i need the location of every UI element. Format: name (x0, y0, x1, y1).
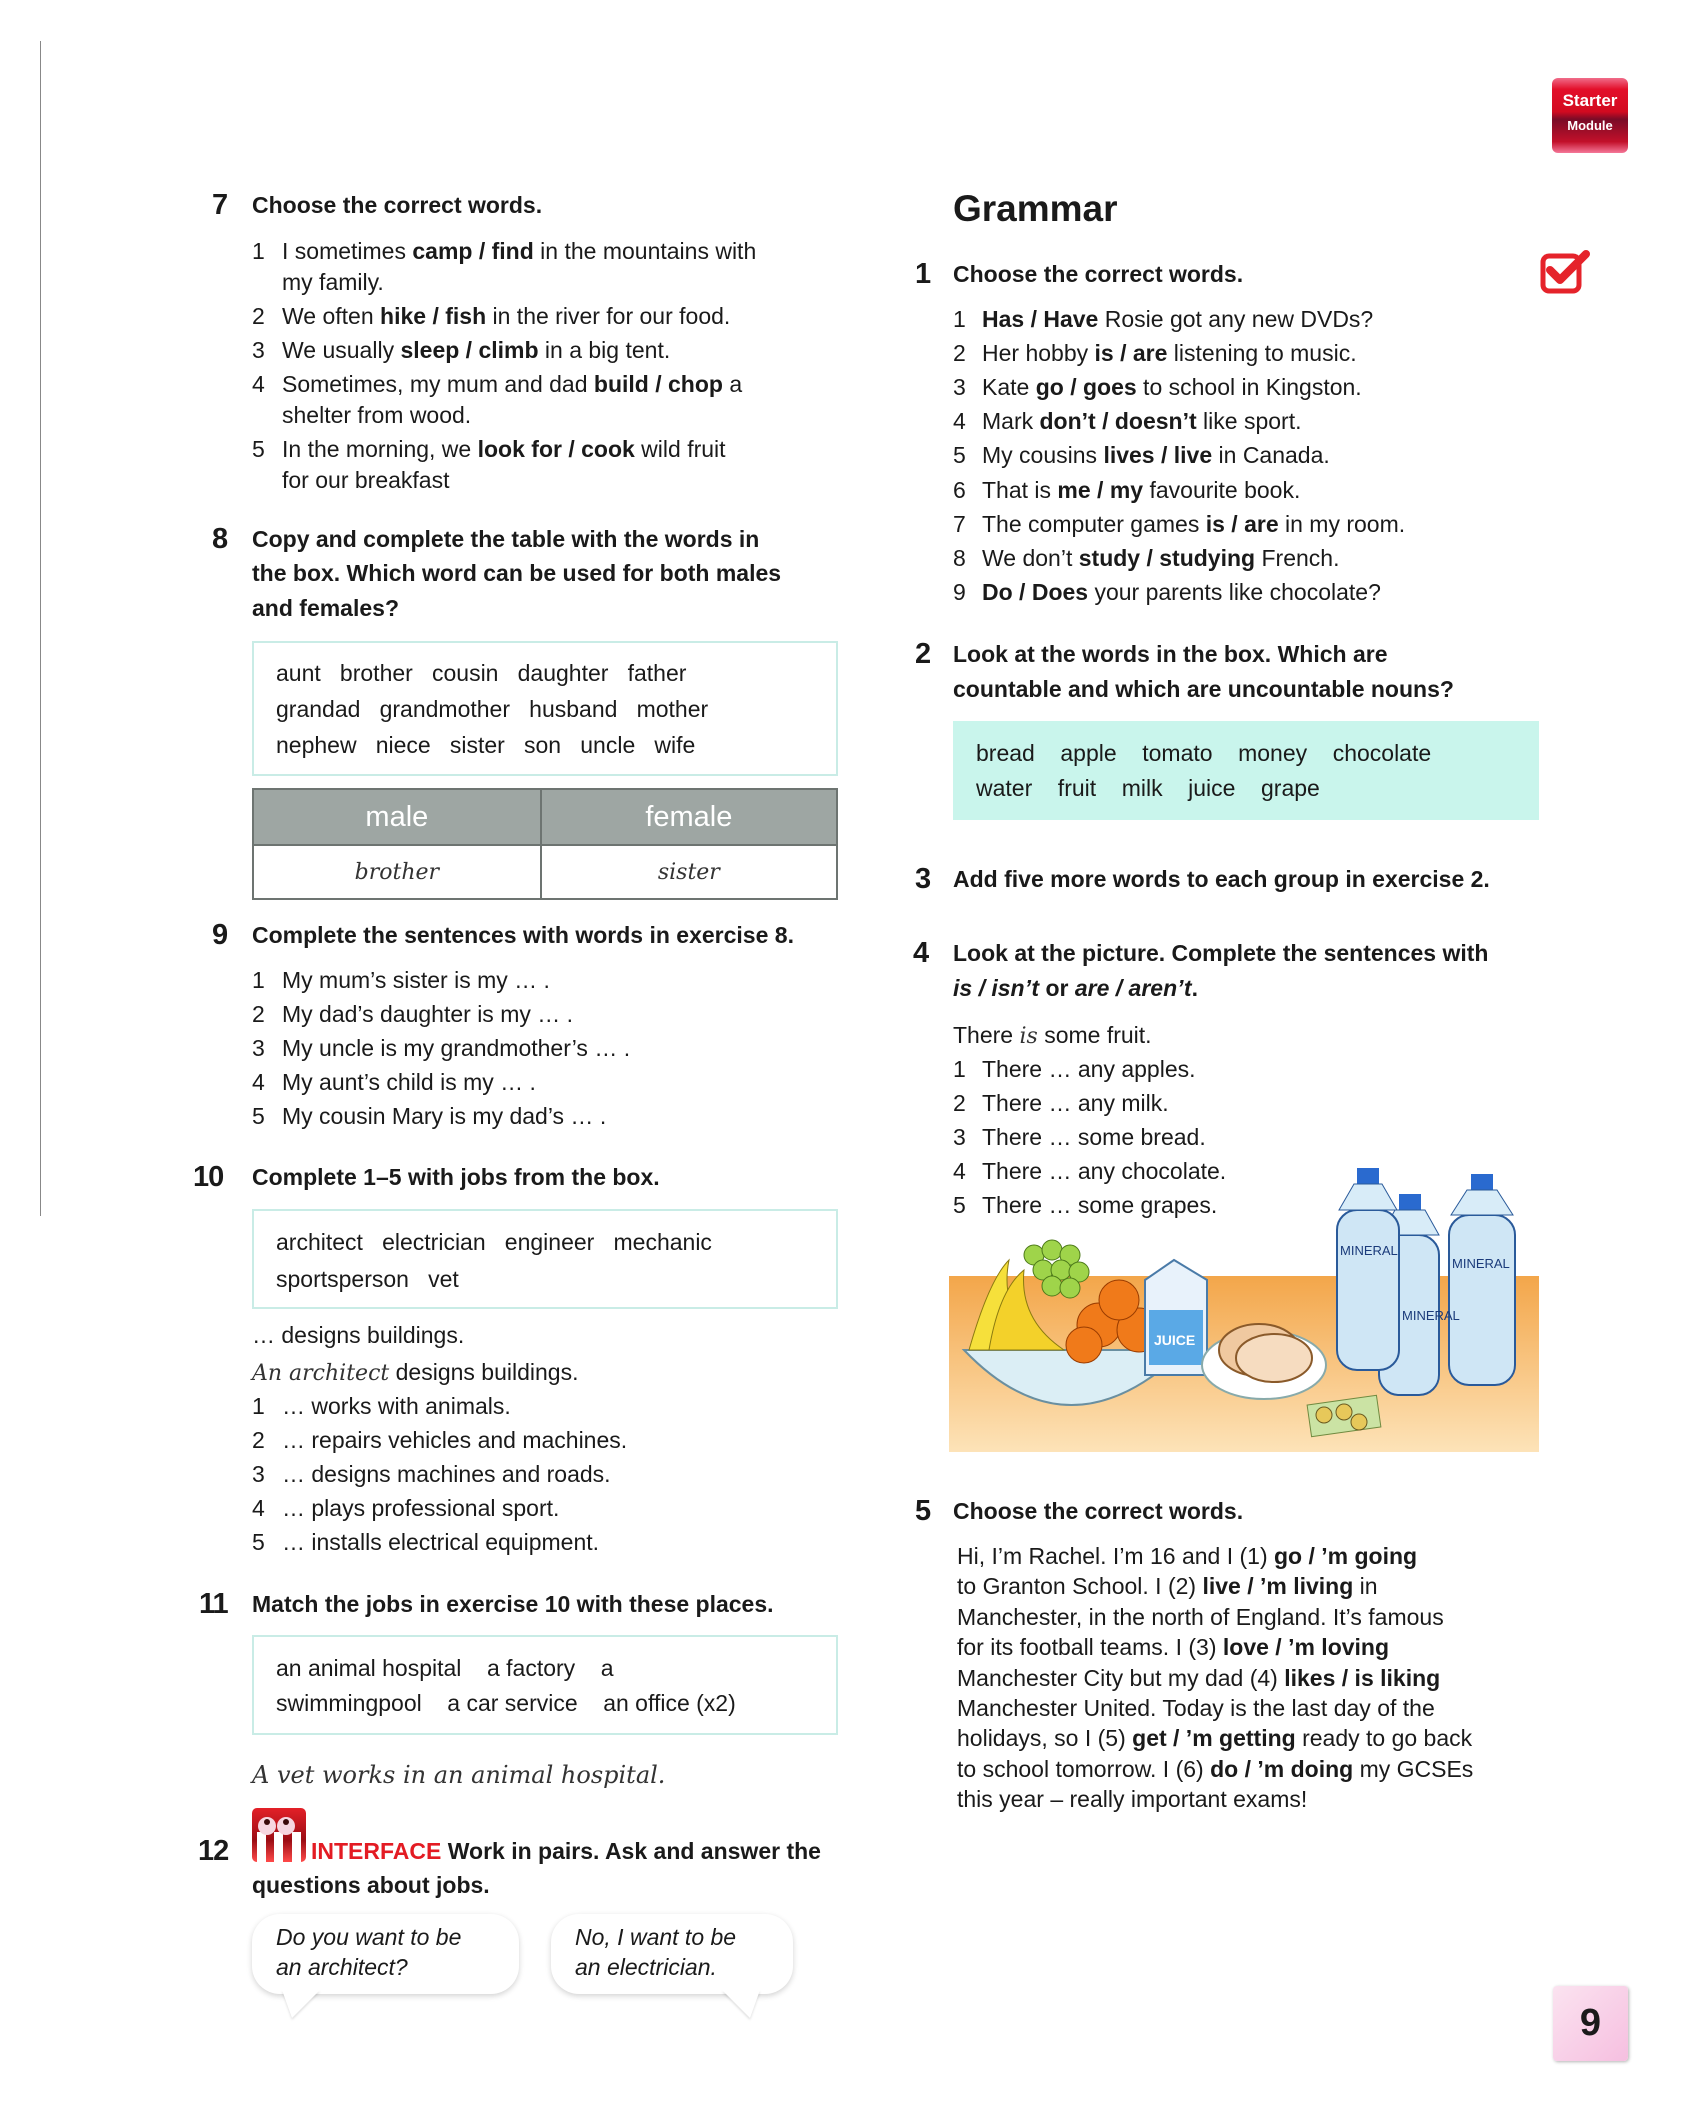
word-box-line: architect electrician engineer mechanic (276, 1229, 712, 1255)
item-number: 7 (953, 510, 966, 537)
text-segment: Her hobby (982, 340, 1095, 367)
answer-choice: Do / Does (982, 578, 1089, 605)
table-cell: brother (253, 845, 541, 899)
answer-choice: go / ’m going (1274, 1543, 1418, 1569)
text-segment: Sometimes, my mum and dad (282, 371, 594, 397)
bubble-text: Do you want to be (276, 1924, 462, 1950)
handwritten-answer: An architect (252, 1361, 390, 1386)
text-segment: Mark (982, 408, 1040, 435)
text-segment: Manchester, in the north of England. It’s famous (957, 1603, 1444, 1630)
paragraph-line (957, 1663, 1440, 1693)
text-segment: this year – really important exams! (957, 1786, 1308, 1813)
item-number: 3 (252, 337, 265, 363)
list-item: … plays professional sport. (282, 1495, 560, 1521)
margin-line (40, 41, 41, 1216)
bottle-label: MINERAL (1452, 1256, 1510, 1271)
text-segment: Hi, I’m Rachel. I’m 16 and I (1) (957, 1543, 1274, 1569)
item-number: 4 (953, 1158, 966, 1184)
answer-choice: . (1191, 975, 1198, 1001)
list-item: There … any apples. (982, 1056, 1196, 1082)
paragraph-line (957, 1754, 1473, 1784)
item-number: 1 (252, 238, 265, 264)
exercise-number: 5 (915, 1495, 931, 1527)
text-segment: There (953, 1022, 1020, 1048)
exercise-number: 7 (212, 189, 228, 221)
interface-logo-icon (252, 1808, 306, 1862)
section-heading: Grammar (953, 188, 1118, 229)
exercise-title: questions about jobs. (252, 1872, 490, 1898)
page-number: 9 (1553, 1986, 1628, 2061)
text-segment: some fruit. (1037, 1022, 1152, 1048)
list-item (982, 304, 1373, 334)
text-segment: In the morning, we (282, 436, 478, 462)
speech-bubble-question (252, 1914, 519, 1994)
word-box-line: nephew niece sister son uncle wife (276, 732, 696, 758)
exercise-title-text: Work in pairs. Ask and answer the (441, 1838, 821, 1864)
starter-module-badge (1552, 78, 1628, 153)
text-segment: Manchester United. Today is the last day of the (957, 1695, 1435, 1721)
text-segment: to Granton School. I (2) (957, 1573, 1203, 1600)
word-box-line: water fruit milk juice grape (976, 775, 1320, 801)
exercise-title: Complete 1–5 with jobs from the box. (252, 1164, 660, 1190)
paragraph-line (957, 1541, 1417, 1571)
handwritten-answer: is (1019, 1024, 1038, 1049)
paragraph-line (957, 1723, 1472, 1753)
text-segment: listening to music. (1167, 340, 1357, 367)
exercise-title: the box. Which word can be used for both males (252, 560, 782, 586)
table-cell: sister (541, 845, 837, 899)
list-item (982, 406, 1301, 436)
paragraph-line (957, 1632, 1389, 1662)
text-segment: Manchester City but my dad (4) (957, 1664, 1285, 1691)
answer-choice: Has / Have (982, 306, 1099, 332)
word-box-line: bread apple tomato money chocolate (976, 740, 1432, 766)
text-segment: favourite book. (1143, 476, 1301, 503)
checkbox-tick-icon (1540, 250, 1592, 294)
word-box-line: aunt brother cousin daughter father (276, 660, 687, 686)
answer-choice: is / are (1094, 340, 1168, 367)
list-item (982, 543, 1339, 573)
text-segment: in Canada. (1212, 442, 1330, 469)
nouns-box (953, 721, 1539, 820)
item-number: 2 (252, 1427, 265, 1453)
list-item: … designs machines and roads. (282, 1461, 611, 1487)
bottle-label: MINERAL (1340, 1243, 1398, 1258)
item-number: 5 (953, 1192, 966, 1218)
exercise-number: 2 (915, 638, 931, 670)
answer-choice: do / ’m doing (1210, 1755, 1354, 1782)
text-segment: in (1353, 1573, 1378, 1600)
text-segment: We usually (282, 337, 401, 363)
exercise-number: 9 (212, 919, 228, 951)
answer-choice: are / aren’t (1074, 975, 1192, 1001)
text-segment: in the river for our food. (486, 303, 731, 329)
item-number: 5 (252, 1529, 265, 1555)
exercise-title: Add five more words to each group in exercise 2. (953, 866, 1490, 892)
text-segment: That is (982, 476, 1058, 503)
item-number: 4 (252, 1495, 265, 1521)
badge-line1: Starter (1562, 91, 1618, 110)
answer-choice: study / studying (1078, 544, 1256, 571)
paragraph-line (957, 1784, 1307, 1814)
answer-choice: me / my (1057, 476, 1144, 503)
list-item: My cousin Mary is my dad’s … . (282, 1103, 607, 1129)
text-segment: to school in Kingston. (1136, 374, 1362, 401)
exercise-title (953, 973, 1198, 1003)
text-segment: designs buildings. (389, 1359, 579, 1385)
text-segment: holidays, so I (5) (957, 1725, 1133, 1752)
item-number: 4 (252, 1069, 265, 1095)
carton-label: JUICE (1154, 1332, 1196, 1348)
text-segment: The computer games (982, 510, 1206, 537)
answer-choice: likes / is liking (1284, 1664, 1441, 1691)
list-item: My uncle is my grandmother’s … . (282, 1035, 631, 1061)
list-item: My aunt’s child is my … . (282, 1069, 536, 1095)
paragraph-line (957, 1693, 1435, 1723)
list-item (982, 338, 1357, 368)
exercise-number: 3 (915, 863, 931, 895)
text-segment: like sport. (1196, 408, 1302, 435)
bubble-text: an architect? (276, 1954, 408, 1980)
food-picture (949, 1160, 1539, 1452)
answer-choice: hike / fish (380, 303, 487, 329)
text-segment: We don’t (982, 544, 1079, 571)
item-number: 2 (252, 303, 265, 329)
list-item: … repairs vehicles and machines. (282, 1427, 628, 1453)
item-number: 5 (252, 1103, 265, 1129)
word-box-line: an animal hospital a factory a (276, 1655, 614, 1681)
item-number: 3 (953, 1124, 966, 1150)
exercise-number: 12 (198, 1835, 229, 1867)
text-segment: in the mountains with (533, 238, 757, 264)
exercise-title: Choose the correct words. (953, 261, 1244, 287)
text-segment: for its football teams. I (3) (957, 1634, 1223, 1661)
exercise-title: Complete the sentences with words in exercise 8. (252, 922, 794, 948)
exercise-title: Choose the correct words. (252, 192, 543, 218)
text-segment: wild fruit (634, 436, 726, 462)
item-number: 8 (953, 544, 966, 571)
paragraph-line (957, 1602, 1444, 1632)
answer-choice: build / chop (593, 371, 723, 397)
list-item (982, 475, 1300, 505)
example-sentence (953, 1020, 1152, 1052)
text-segment: for our breakfast (282, 467, 450, 493)
list-item (982, 372, 1362, 402)
text-segment: shelter from wood. (282, 402, 472, 428)
answer-choice: go / goes (1035, 374, 1137, 401)
text-segment: to school tomorrow. I (6) (957, 1755, 1211, 1782)
exercise-title: Copy and complete the table with the words in (252, 526, 760, 552)
table-header-male: male (253, 789, 541, 845)
list-item: There … any milk. (982, 1090, 1169, 1116)
list-item: There … any chocolate. (982, 1158, 1227, 1184)
list-item: … installs electrical equipment. (282, 1529, 600, 1555)
list-item: … works with animals. (282, 1393, 511, 1419)
speech-bubble-answer (551, 1914, 793, 1994)
exercise-number: 8 (212, 523, 228, 555)
item-number: 5 (252, 436, 265, 462)
answer-choice: live / ’m living (1202, 1573, 1354, 1600)
table-header-female: female (541, 789, 837, 845)
gender-table (252, 788, 838, 900)
item-number: 1 (953, 1056, 966, 1082)
text-segment: in my room. (1278, 510, 1406, 537)
exercise-title: Match the jobs in exercise 10 with these places. (252, 1591, 774, 1617)
list-item: My dad’s daughter is my … . (282, 1001, 574, 1027)
answer-choice: camp / find (412, 238, 534, 264)
list-item (282, 369, 742, 399)
bottle-label: MINERAL (1402, 1308, 1460, 1323)
water-bottles (1337, 1168, 1515, 1395)
text-segment: My cousins (982, 442, 1104, 469)
exercise-number: 11 (199, 1588, 228, 1620)
item-number: 4 (252, 371, 265, 397)
list-item (282, 335, 670, 365)
exercise-title: Choose the correct words. (953, 1498, 1244, 1524)
answer-choice: love / ’m loving (1222, 1634, 1390, 1661)
list-item (282, 236, 756, 266)
answer-choice: don’t / doesn’t (1039, 408, 1197, 435)
item-number: 2 (953, 340, 966, 367)
paragraph-line (957, 1571, 1378, 1601)
bubble-tail (722, 1990, 760, 2018)
item-number: 2 (953, 1090, 966, 1116)
item-number: 3 (252, 1035, 265, 1061)
text-segment: I sometimes (282, 238, 413, 264)
list-item: My mum’s sister is my … . (282, 967, 550, 993)
places-box (252, 1635, 838, 1735)
exercise-number: 4 (913, 937, 929, 969)
bubble-tail (282, 1990, 320, 2018)
item-number: 1 (252, 967, 265, 993)
example-answer (252, 1357, 578, 1389)
text-segment: my GCSEs (1353, 1755, 1474, 1782)
list-item (282, 301, 730, 331)
list-item (982, 440, 1330, 470)
water-bottle-right (1449, 1174, 1515, 1385)
exercise-number: 10 (193, 1161, 224, 1193)
text-segment: Rosie got any new DVDs? (1098, 306, 1374, 332)
list-item (282, 465, 449, 495)
list-item: There … some bread. (982, 1124, 1206, 1150)
exercise-title: Look at the words in the box. Which are (953, 641, 1388, 667)
exercise-number: 1 (915, 258, 931, 290)
exercise-title (311, 1836, 821, 1866)
answer-choice: sleep / climb (400, 337, 539, 363)
example-answer: A vet works in an animal hospital. (252, 1761, 666, 1789)
word-box-line: sportsperson vet (276, 1266, 459, 1292)
item-number: 3 (252, 1461, 265, 1487)
text-segment: Kate (982, 374, 1036, 401)
list-item (282, 400, 471, 430)
item-number: 4 (953, 408, 966, 435)
item-number: 2 (252, 1001, 265, 1027)
item-number: 5 (953, 442, 966, 469)
answer-choice: look for / cook (477, 436, 635, 462)
text-segment: in a big tent. (538, 337, 671, 363)
list-item (282, 434, 726, 464)
text-segment: a (722, 371, 743, 397)
exercise-title: and females? (252, 595, 399, 621)
item-number: 1 (953, 306, 966, 332)
text-segment: ready to go back (1295, 1725, 1473, 1752)
bubble-text: an electrician. (575, 1954, 717, 1980)
item-number: 9 (953, 578, 966, 605)
exercise-title: Look at the picture. Complete the sentences with (953, 940, 1489, 966)
list-item (982, 577, 1381, 607)
answer-choice: lives / live (1103, 442, 1213, 469)
list-item (282, 267, 384, 297)
list-item (982, 509, 1405, 539)
interface-brand: INTERFACE (311, 1838, 442, 1864)
bubble-text: No, I want to be (575, 1924, 737, 1950)
item-number: 3 (953, 374, 966, 401)
word-box-line: grandad grandmother husband mother (276, 696, 709, 722)
text-segment: my family. (282, 269, 384, 295)
list-item: There … some grapes. (982, 1192, 1218, 1218)
text-segment: your parents like chocolate? (1088, 578, 1381, 605)
answer-choice: get / ’m getting (1132, 1725, 1296, 1752)
word-box (252, 641, 838, 776)
word-box-line: swimmingpool a car service an office (x2) (276, 1690, 736, 1716)
text-segment: We often (282, 303, 381, 329)
juice-carton (1145, 1260, 1207, 1375)
answer-choice: is / are (1205, 510, 1279, 537)
text-segment: French. (1255, 544, 1340, 571)
item-number: 1 (252, 1393, 265, 1419)
exercise-title: countable and which are uncountable nouns? (953, 676, 1454, 702)
answer-choice: or (1039, 975, 1075, 1001)
example-prompt: … designs buildings. (252, 1322, 465, 1348)
jobs-box (252, 1209, 838, 1309)
item-number: 6 (953, 476, 966, 503)
water-bottle-left (1337, 1168, 1399, 1370)
answer-choice: is / isn’t (953, 975, 1040, 1001)
badge-line2: Module (1567, 118, 1613, 133)
